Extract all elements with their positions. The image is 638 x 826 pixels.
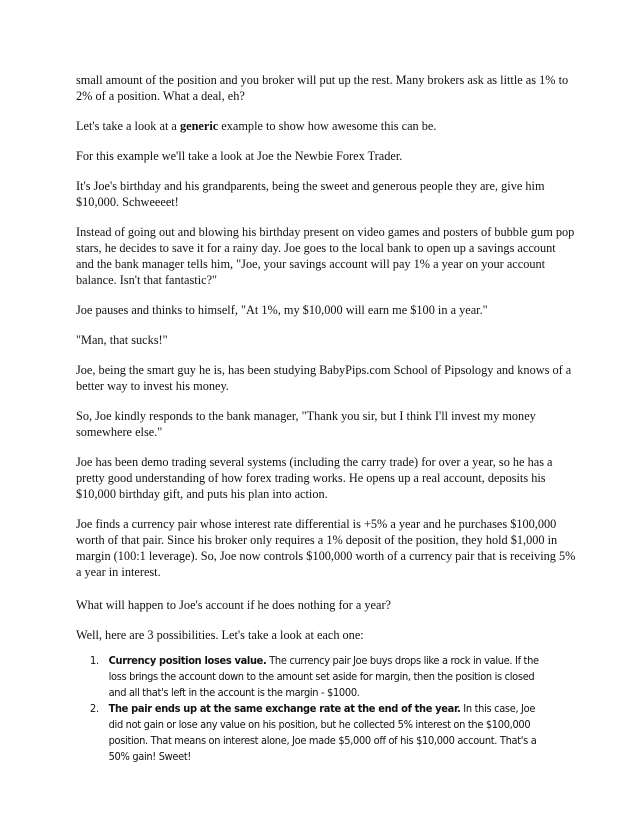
paragraph-2 [76,118,576,134]
list-item [90,701,546,765]
paragraph-5: Instead of going out and blowing his birthday present on video games and posters of bubble gum pop stars, he decides to save it for a rainy day. Joe goes to the local bank to open up a savings account and the bank manager tells him, "Joe, your savings account will pay 1% a year on your account balance. Isn't that fantastic?" [76,225,575,287]
paragraph-6: Joe pauses and thinks to himself, "At 1%, my $10,000 will earn me $100 in a year." [76,303,488,317]
list-item [90,653,546,701]
paragraph-8: Joe, being the smart guy he is, has been studying BabyPips.com School of Pipsology and knows of a better way to invest his money. [76,363,572,393]
paragraph-3: For this example we'll take a look at Joe the Newbie Forex Trader. [76,149,403,163]
paragraph-1: small amount of the position and you broker will put up the rest. Many brokers ask as little as 1% to 2% of a position. What a deal, eh? [76,73,569,103]
paragraph-12: What will happen to Joe's account if he does nothing for a year? [76,598,391,612]
list-item-title: The pair ends up at the same exchange rate at the end of the year. [108,703,461,715]
list-item-number: 2. [90,703,99,715]
paragraph-2-start: Let's take a look at a [76,119,180,133]
list-item-number: 1. [90,655,99,667]
paragraph-13: Well, here are 3 possibilities. Let's take a look at each one: [76,628,364,642]
paragraph-7: "Man, that sucks!" [76,333,168,347]
lower-text-block [76,597,576,657]
paragraph-10: Joe has been demo trading several systems (including the carry trade) for over a year, so he has a pretty good understanding of how forex trading works. He opens up a real account, deposits his $10,000 birthday gift, and puts his plan into action. [76,455,553,501]
list-item-title: Currency position loses value. [108,655,267,667]
possibilities-list [90,653,546,765]
paragraph-11: Joe finds a currency pair whose interest rate differential is +5% a year and he purchases $100,000 worth of that pair. Since his broker only requires a 1% deposit of the position, they hold $1,000 in margin (100:1 leverage). So, Joe now controls $100,000 worth of a currency pair that is receiving 5% a year in interest. [76,517,576,579]
generic-bold-word: generic [179,119,219,133]
paragraph-9: So, Joe kindly responds to the bank manager, "Thank you sir, but I think I'll invest my money somewhere else." [76,409,536,439]
list-item-text: In this case, Joe did not gain or lose any value on his position, but he collected 5% interest on the $100,000 position. That means on interest alone, Joe made $5,000 off of his $10,000 account. That's a 50% gain! Sweet! [108,703,537,763]
paragraph-2-end: example to show how awesome this can be. [218,119,437,133]
upper-text-block [76,72,576,594]
paragraph-4: It's Joe's birthday and his grandparents, being the sweet and generous people they are, give him $10,000. Schweeeet! [76,179,545,209]
list-item-text: The currency pair Joe buys drops like a rock in value. If the loss brings the account down to the amount set aside for margin, then the position is closed and all that's left in the account is the margin - $1000. [108,655,539,699]
